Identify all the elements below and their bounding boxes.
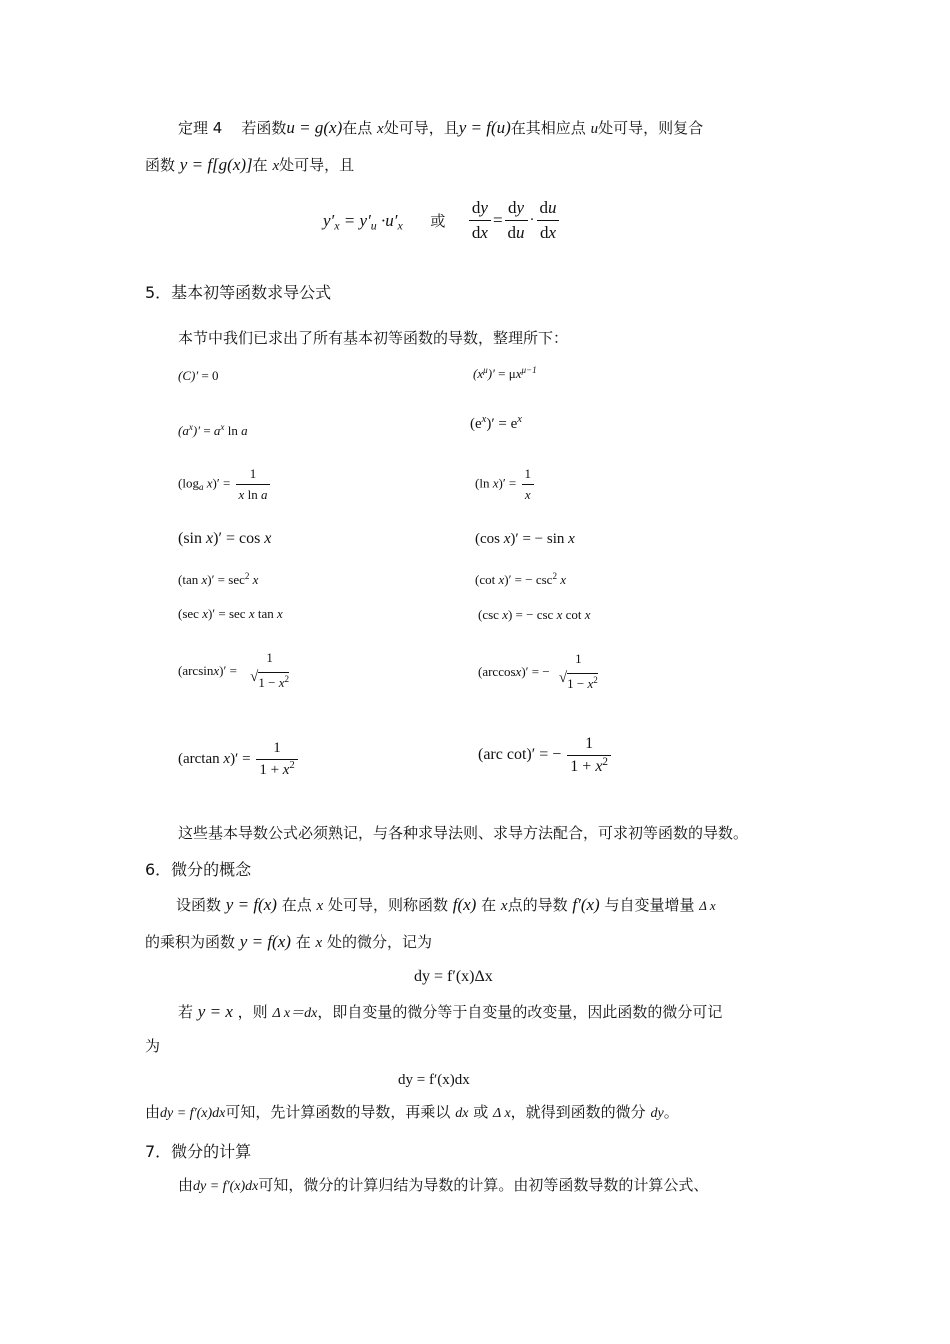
- formula-sec: (sec x)′ = sec x tan x: [178, 606, 283, 621]
- formula-arcsin: (arcsinx)′ = 1 √ $1 - x^2$: [178, 650, 290, 690]
- formula-exponential-a: $(a^x)' = a^x$ ln a: [178, 422, 248, 438]
- formula-csc: (csc x) = − csc x cot x: [478, 607, 591, 622]
- section-5-closing: 这些基本导数公式必须熟记，与各种求导法则、求导方法配合，可求初等函数的导数。: [178, 824, 749, 842]
- section-7-heading: 7．微分的计算: [145, 1142, 252, 1161]
- formula-power: $(x^\mu)' = \mu x^{\mu-1}$: [473, 365, 537, 381]
- section-6-para-2-line-2: 为: [145, 1037, 161, 1055]
- bold-term-differential: 处的微分: [326, 933, 387, 951]
- formula-arccos: (arccosx)′ = − 1 √ $1 - x^2$: [478, 651, 598, 691]
- section-6-heading: 6．微分的概念: [145, 860, 252, 879]
- section-5-intro: 本节中我们已求出了所有基本初等函数的导数，整理所下：: [178, 329, 569, 347]
- formula-arctan: (arctan x)′ = $\frac{1}{1 + x^2}$: [178, 740, 300, 779]
- section-6-para-3: 由dy = f′(x)dx可知，先计算函数的导数，再乘以 dx 或 Δ x，就得到函数的微分 dy。: [145, 1103, 679, 1121]
- formula-u-equals-g: u = g(x): [286, 118, 343, 137]
- section-6-para-1-line-1: 设函数 y = f(x) 在点 x 处可导，则称函数 f(x) 在 x点的导数 f′(x) 与自变量增量 Δ x: [176, 895, 716, 914]
- formula-constant: (C)′ = 0: [178, 368, 219, 383]
- section-6-para-1-line-2: 的乘积为函数 y = f(x) 在 x 处的微分，记为: [145, 932, 432, 951]
- formula-arccot: (arc cot)′ = − $\frac{1}{1 + x^2}$: [478, 735, 613, 776]
- equation-dy-delta: dy = f′(x)Δx: [414, 968, 493, 985]
- formula-y-equals-f-u: y = f(u): [458, 118, 511, 137]
- theorem-4-line-1: 定理 4 若函数u = g(x)在点 x处可导，且y = f(u)在其相应点 u处可导，则复合: [178, 118, 704, 137]
- theorem-label: 定理 4: [178, 119, 223, 137]
- formula-tan: (tan $x)' = \sec^2 x$: [178, 571, 259, 587]
- formula-cot: (cot x)′ = − $\csc^2 x$: [475, 571, 567, 587]
- formula-cos: (cos x)′ = − sin x: [475, 531, 575, 547]
- formula-sin: (sin x)′ = cos x: [178, 530, 272, 547]
- section-6-para-2-line-1: 若 y = x ，则 Δ x＝dx，即自变量的微分等于自变量的改变量，因此函数的微分可记: [178, 1002, 723, 1021]
- theorem-4-line-2: 函数 y = f[g(x)]在 x处可导，且: [145, 155, 355, 174]
- formula-ln: (ln x)′ = $\frac{1}{x}$: [475, 466, 536, 503]
- section-7-para-1: 由dy = f′(x)dx可知，微分的计算归结为导数的计算。由初等函数导数的计算公式、: [178, 1176, 709, 1194]
- formula-composite: y = f[g(x)]: [179, 155, 253, 174]
- formula-exponential-e: $(e^x)' = e^x$: [470, 414, 522, 432]
- equation-dy-dx: dy = f′(x)dx: [398, 1072, 470, 1088]
- section-5-heading: 5．基本初等函数求导公式: [145, 283, 332, 302]
- chain-rule-equation: $y'_x = y'_u \cdot u'_x$ 或 $\frac{dy}{dx}$ = $\frac{dy}{du}$ · $\frac{du}{dx}$: [323, 198, 562, 243]
- formula-log-a: ($\log_a$ x)′ = $\frac{1}{\text{x ln a}}$: [178, 466, 272, 503]
